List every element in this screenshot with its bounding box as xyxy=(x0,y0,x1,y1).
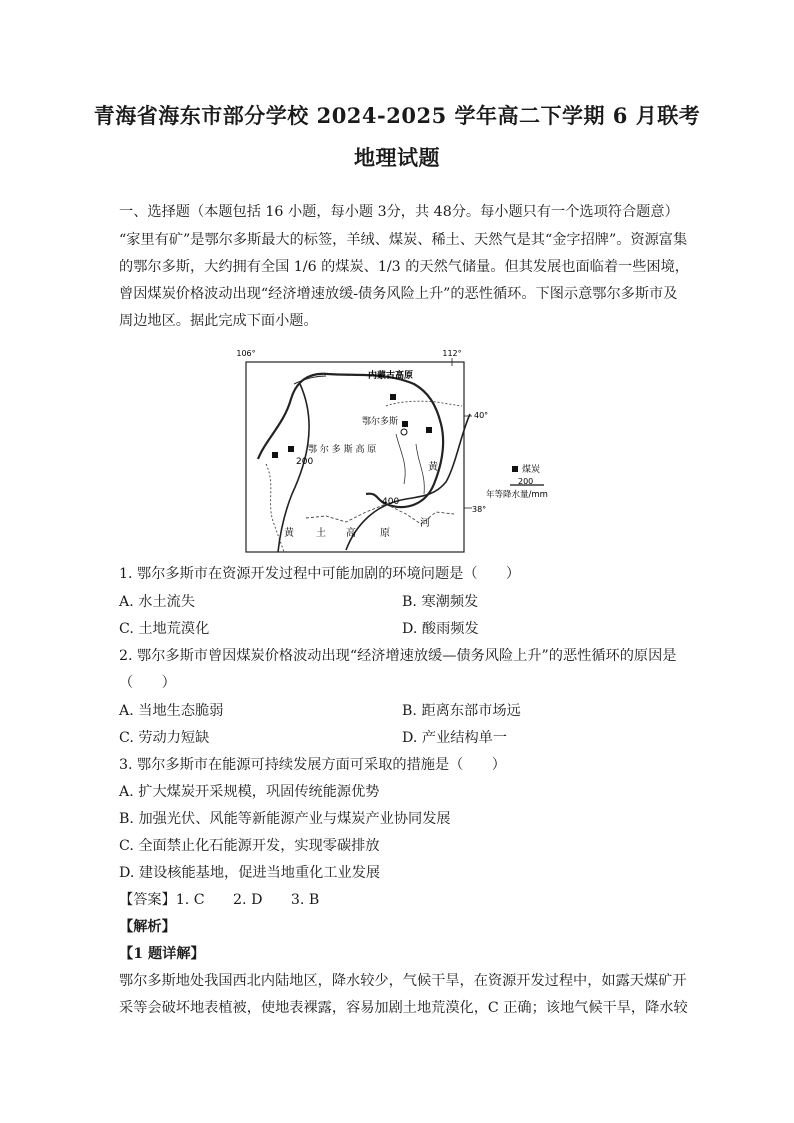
q3-option-d: D. 建设核能基地，促进当地重化工业发展 xyxy=(119,865,381,881)
passage-line: 周边地区。据此完成下面小题。 xyxy=(119,313,318,329)
isohyet-400 xyxy=(346,414,470,550)
q2-option-d: D. 产业结构单一 xyxy=(402,730,508,746)
doc-title: 青海省海东市部分学校 2024-2025 学年高二下学期 6 月联考 xyxy=(93,103,701,128)
q2-option-b: B. 距离东部市场远 xyxy=(402,703,521,719)
q3-option-b: B. 加强光伏、风能等新能源产业与煤炭产业协同发展 xyxy=(119,811,451,827)
q1-option-a: A. 水土流失 xyxy=(119,594,196,610)
coal-mine-marker xyxy=(288,446,294,452)
coal-mine-marker xyxy=(426,427,432,433)
question-2-stem-cont: （ ） xyxy=(119,675,176,691)
ordos-map xyxy=(236,344,576,556)
lon-label-112: 112° xyxy=(442,349,462,358)
lon-label-106: 106° xyxy=(236,349,256,358)
coal-mine-marker xyxy=(390,394,396,400)
label-river-huang: 黄 xyxy=(428,462,438,473)
label-inner-mongolia: 内蒙古高原 xyxy=(368,371,414,381)
isohyet-200 xyxy=(278,384,309,552)
label-ordos-plateau: 鄂 尔 多 斯 高 原 xyxy=(308,445,377,455)
section-header: 一、选择题（本题包括 16 小题，每小题 3分，共 48分。每小题只有一个选项符合题意） xyxy=(119,204,679,220)
doc-subtitle: 地理试题 xyxy=(354,145,440,170)
label-ordos-city: 鄂尔多斯 xyxy=(362,417,399,427)
q1-option-b: B. 寒潮频发 xyxy=(402,594,479,610)
passage-line: 曾因煤炭价格波动出现“经济增速放缓-债务风险上升”的恶性循环。下图示意鄂尔多斯市及 xyxy=(119,286,678,302)
coal-mine-marker xyxy=(272,452,278,458)
label-loess-2: 土 xyxy=(316,528,326,539)
lat-label-40: 40° xyxy=(474,411,489,420)
label-loess-3: 高 xyxy=(346,528,356,539)
analysis-header: 【解析】 xyxy=(119,919,176,935)
label-loess-1: 黄 xyxy=(284,528,294,539)
isohyet-label-400: 400 xyxy=(382,497,400,507)
answer-line: 【答案】1. C 2. D 3. B xyxy=(119,892,320,908)
yellow-river xyxy=(258,374,443,507)
detail-line: 采等会破坏地表植被，使地表裸露，容易加剧土地荒漠化，C 正确；该地气候干旱，降水较 xyxy=(119,1000,688,1016)
q3-option-c: C. 全面禁止化石能源开发，实现零碳排放 xyxy=(119,838,380,854)
legend-coal-label: 煤炭 xyxy=(522,465,541,475)
question-3-stem: 3. 鄂尔多斯市在能源可持续发展方面可采取的措施是（ ） xyxy=(119,757,506,773)
map-frame xyxy=(246,362,464,552)
isohyet-label-200: 200 xyxy=(296,457,314,467)
q1-option-c: C. 土地荒漠化 xyxy=(119,621,210,637)
lat-label-38: 38° xyxy=(472,505,487,514)
question-1-stem: 1. 鄂尔多斯市在资源开发过程中可能加剧的环境问题是（ ） xyxy=(119,566,521,582)
q3-option-a: A. 扩大煤炭开采规模，巩固传统能源优势 xyxy=(119,784,380,800)
question-2-stem: 2. 鄂尔多斯市曾因煤炭价格波动出现“经济增速放缓—债务风险上升”的恶性循环的原因是 xyxy=(119,648,677,664)
coal-mine-marker xyxy=(402,421,408,427)
passage-line: “家里有矿”是鄂尔多斯最大的标签，羊绒、煤炭、稀土、天然气是其“金字招牌”。资源富集 xyxy=(119,232,688,248)
passage-line: 的鄂尔多斯，大约拥有全国 1/6 的煤炭、1/3 的天然气储量。但其发展也面临着一些困境， xyxy=(119,259,689,275)
legend-coal-icon xyxy=(512,466,518,472)
detail-line: 鄂尔多斯地处我国西北内陆地区，降水较少，气候干旱，在资源开发过程中，如露天煤矿开 xyxy=(119,973,687,989)
legend-isohyet-value: 200 xyxy=(518,477,534,486)
city-marker xyxy=(401,429,407,435)
legend-isohyet-label: 年等降水量/mm xyxy=(486,490,548,500)
q2-option-a: A. 当地生态脆弱 xyxy=(119,703,224,719)
detail-header: 【1 题详解】 xyxy=(119,946,205,962)
q2-option-c: C. 劳动力短缺 xyxy=(119,730,210,746)
label-loess-4: 原 xyxy=(380,528,390,539)
q1-option-d: D. 酸雨频发 xyxy=(402,621,479,637)
label-river-he: 河 xyxy=(420,518,430,529)
